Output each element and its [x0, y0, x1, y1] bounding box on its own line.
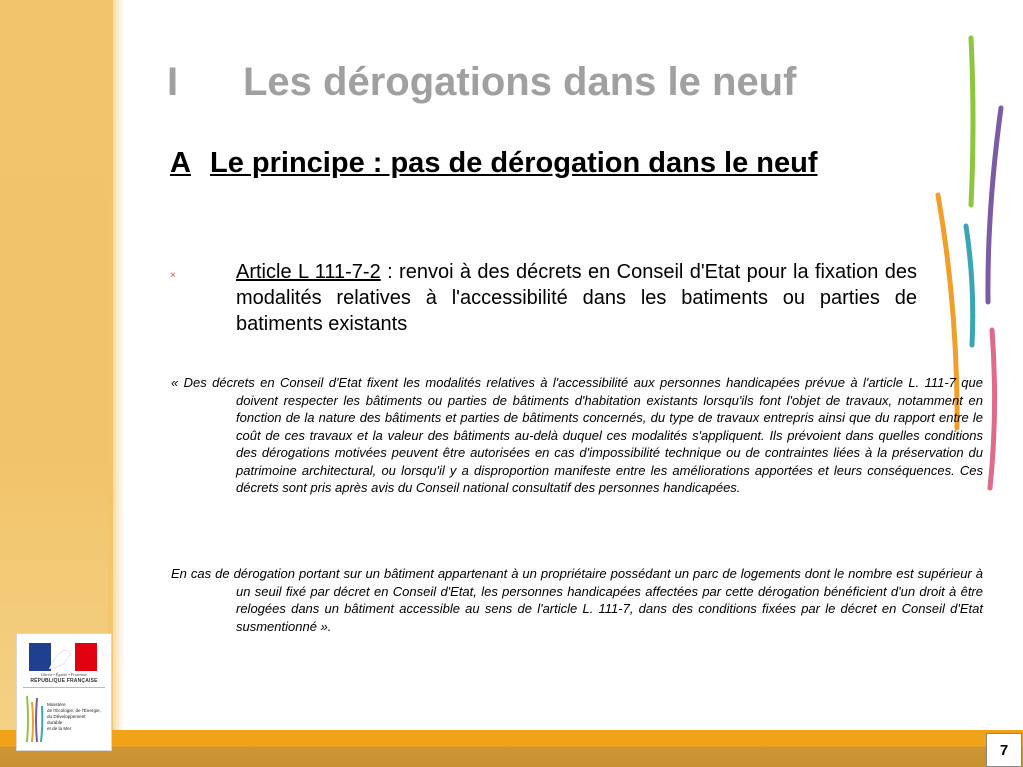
ministry-line: Ministère — [47, 702, 66, 707]
ministry-line: du Développement — [47, 714, 86, 719]
ministry-line: et de la Mer — [47, 726, 72, 731]
ministry-logo — [16, 633, 112, 751]
footer-bar — [0, 730, 1023, 767]
section-heading — [170, 143, 984, 183]
title-text: Les dérogations dans le neuf — [243, 60, 797, 104]
deco-stroke-purple — [988, 108, 1001, 302]
slide-title — [167, 60, 927, 105]
logo-ministry-text — [47, 702, 109, 732]
title-number: I — [167, 60, 179, 104]
logo-motto: Liberté • Égalité • Fraternité — [40, 672, 88, 677]
marianne-flag-icon — [29, 643, 97, 671]
page-number: 7 — [986, 733, 1022, 767]
ministry-stripes-icon — [23, 694, 45, 744]
quote-paragraph-2: En cas de dérogation portant sur un bâtiment appartenant à un propriétaire possédant un parc de logements dont le nombre est supérieur à un seuil fixé par décret en Conseil d'Etat, les personnes handicapées affectées par cette dérogation bénéficient d'un droit à être relogées dans un bâtiment accessible au sens de l'article L. 111-7, dans des conditions fixées par le décret en Conseil d'Etat susmentionné ». — [171, 566, 983, 634]
bullet-item — [236, 259, 917, 337]
logo-divider — [23, 687, 105, 688]
bullet-text: : renvoi à des décrets en Conseil d'Etat pour la fixation des modalités relatives à l'accessibilité dans les batiments ou parties de batiments existants — [236, 261, 918, 335]
deco-stroke-pink — [990, 330, 995, 488]
ministry-line: de l'Écologie, de l'Énergie, — [47, 708, 101, 713]
section-letter: A — [170, 147, 191, 179]
ministry-line: durable — [47, 720, 63, 725]
bullet-marker: × — [170, 270, 176, 281]
deco-stroke-teal — [966, 226, 973, 345]
left-band-fade — [108, 0, 124, 730]
section-title: Le principe : pas de dérogation dans le neuf — [210, 147, 818, 179]
logo-republic: RÉPUBLIQUE FRANÇAISE — [30, 678, 98, 684]
article-reference: Article L 111-7-2 — [236, 261, 381, 283]
quote-paragraph-1: « Des décrets en Conseil d'Etat fixent les modalités relatives à l'accessibilité aux personnes handicapées prévue à l'article L. 111-7 que doivent respecter les bâtiments ou parties de bâtiments d'habitation existants lorsqu'ils font l'objet de travaux, notamment en fonction de la nature des bâtiments et parties de bâtiments concernés, du type de travaux entrepris ainsi que du rapport entre le coût de ces travaux et la valeur des bâtiments au-delà duquel ces modalités s'appliquent. Ils prévoient dans quelles conditions des dérogations motivées peuvent être autorisées en cas d'impossibilité technique ou de contraintes liées à la préservation du patrimoine architectural, ou lorsqu'il y a disproportion manifeste entre les améliorations apportées et leurs conséquences. Ces décrets sont pris après avis du Conseil national consultatif des personnes handicapées. — [171, 375, 983, 495]
